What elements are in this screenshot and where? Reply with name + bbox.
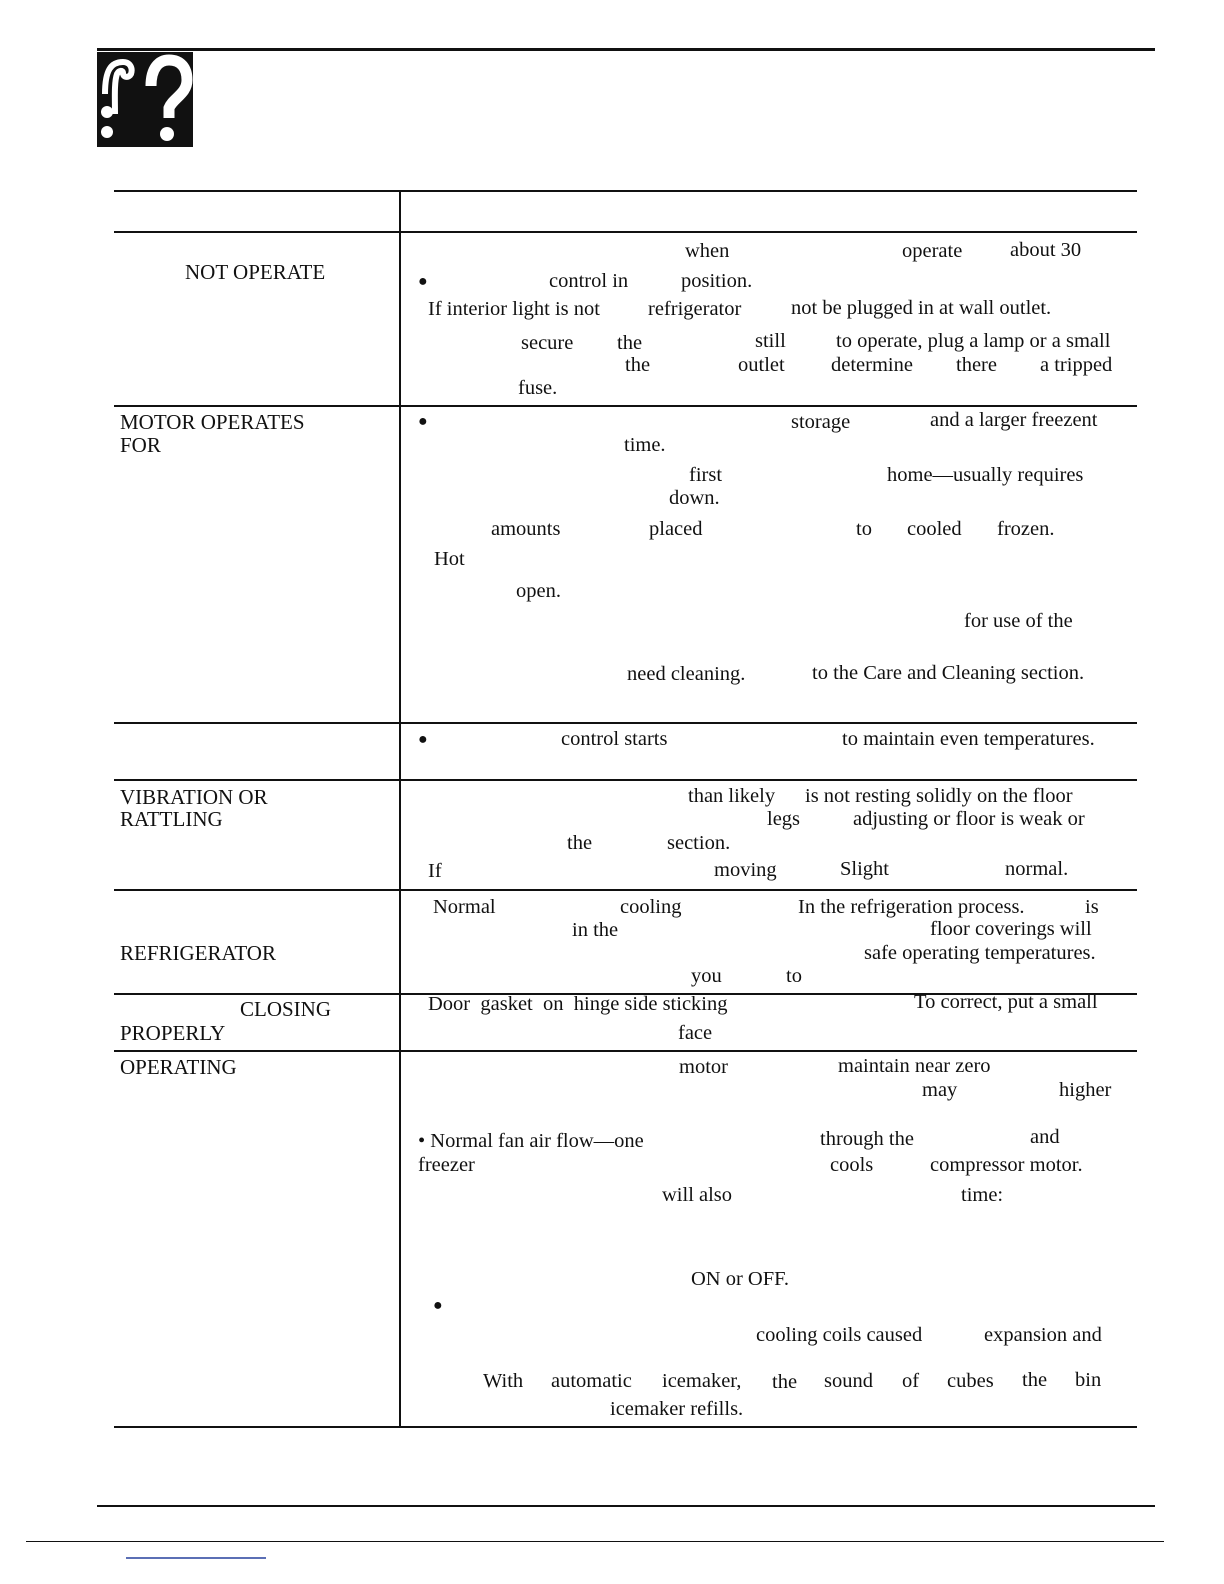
solution-text: cooling coils caused: [756, 1324, 923, 1346]
solution-text: Slight: [840, 858, 889, 880]
solution-text: to operate, plug a lamp or a small: [836, 330, 1111, 352]
solution-text: compressor motor.: [930, 1154, 1083, 1176]
solution-text: to maintain even temperatures.: [842, 728, 1095, 750]
solution-text: To correct, put a small: [914, 991, 1098, 1013]
solution-text: Hot: [434, 548, 465, 570]
row-divider: [114, 889, 1137, 891]
solution-text: cools: [830, 1154, 874, 1176]
solution-text: automatic: [551, 1370, 632, 1392]
solution-text: cooling: [620, 896, 682, 918]
solution-text: first: [689, 464, 723, 486]
solution-text: position.: [681, 270, 753, 292]
solution-text: to the Care and Cleaning section.: [812, 662, 1085, 684]
solution-text: cubes: [947, 1370, 994, 1392]
solution-text: Normal: [433, 896, 496, 918]
solution-text: in the: [572, 919, 619, 941]
row-divider: [114, 405, 1137, 407]
solution-text: may: [922, 1079, 958, 1101]
solution-text: will also: [662, 1184, 733, 1206]
solution-text: bin: [1075, 1369, 1102, 1391]
solution-text: If: [428, 860, 442, 882]
solution-text: Door gasket on hinge side sticking: [428, 993, 728, 1015]
bullet-icon: ●: [418, 273, 428, 290]
problem-label: VIBRATION OR: [120, 785, 268, 809]
solution-text: If interior light is not: [428, 298, 600, 320]
solution-text: still: [755, 330, 786, 352]
solution-text: In the refrigeration process.: [798, 896, 1025, 918]
solution-text: time.: [624, 434, 666, 456]
solution-text: the: [567, 832, 593, 854]
solution-text: secure: [521, 332, 574, 354]
bullet-icon: ●: [418, 731, 428, 748]
solution-text: refrigerator: [648, 298, 742, 320]
solution-text: • Normal fan air flow—one: [418, 1130, 644, 1152]
solution-text: ON or OFF.: [691, 1268, 790, 1290]
solution-text: of: [902, 1370, 920, 1392]
solution-text: about 30: [1010, 239, 1082, 261]
solution-text: adjusting or floor is weak or: [853, 808, 1085, 830]
solution-text: control in: [549, 270, 629, 292]
problem-label: FOR: [120, 433, 161, 457]
row-divider: [114, 1050, 1137, 1052]
troubleshooting-question-icon: [97, 52, 193, 147]
solution-text: the: [617, 332, 643, 354]
solution-text: icemaker refills.: [610, 1398, 744, 1420]
problem-label: REFRIGERATOR: [120, 941, 276, 965]
solution-text: normal.: [1005, 858, 1069, 880]
solution-text: floor coverings will: [930, 918, 1092, 940]
solution-text: is not resting solidly on the floor: [805, 785, 1073, 807]
table-bottom-rule: [114, 1426, 1137, 1428]
footer-link-line: [126, 1557, 266, 1559]
solution-text: legs: [767, 808, 801, 830]
solution-text: need cleaning.: [627, 663, 746, 685]
solution-text: storage: [791, 411, 851, 433]
solution-text: through the: [820, 1128, 914, 1150]
solution-text: motor: [679, 1056, 728, 1078]
question-mark-icon: [97, 52, 193, 147]
solution-text: fuse.: [518, 377, 558, 399]
solution-text: face: [678, 1022, 713, 1044]
problem-label: RATTLING: [120, 807, 223, 831]
solution-text: time:: [961, 1184, 1004, 1206]
solution-text: maintain near zero: [838, 1055, 991, 1077]
header-bottom-rule: [114, 231, 1137, 233]
solution-text: determine: [831, 354, 913, 376]
solution-text: amounts: [491, 518, 561, 540]
column-divider: [399, 191, 401, 1428]
solution-text: open.: [516, 580, 561, 602]
solution-text: to: [786, 965, 802, 987]
solution-text: the: [772, 1371, 798, 1393]
solution-text: safe operating temperatures.: [864, 942, 1096, 964]
solution-text: and a larger freezent: [930, 409, 1098, 431]
problem-label: PROPERLY: [120, 1021, 226, 1045]
solution-text: sound: [824, 1370, 873, 1392]
solution-text: expansion and: [984, 1324, 1102, 1346]
row-divider: [114, 722, 1137, 724]
header-rule: [97, 48, 1155, 51]
bullet-icon: ●: [433, 1297, 443, 1314]
solution-text: moving: [714, 859, 777, 881]
solution-text: you: [691, 965, 722, 987]
solution-text: a tripped: [1040, 354, 1113, 376]
solution-text: operate: [902, 240, 963, 262]
solution-text: is: [1085, 896, 1099, 918]
solution-text: to: [856, 518, 872, 540]
solution-text: when: [685, 240, 730, 262]
solution-text: section.: [667, 832, 731, 854]
solution-text: there: [956, 354, 997, 376]
problem-label: OPERATING: [120, 1055, 237, 1079]
problem-label: MOTOR OPERATES: [120, 410, 305, 434]
table-top-rule: [114, 190, 1137, 192]
solution-text: not be plugged in at wall outlet.: [791, 297, 1052, 319]
solution-text: higher: [1059, 1079, 1112, 1101]
solution-text: control starts: [561, 728, 668, 750]
solution-text: With: [483, 1370, 524, 1392]
solution-text: and: [1030, 1126, 1060, 1148]
solution-text: freezer: [418, 1154, 475, 1176]
solution-text: for use of the: [964, 610, 1073, 632]
problem-label: CLOSING: [240, 997, 332, 1021]
solution-text: frozen.: [997, 518, 1055, 540]
footer-rule: [97, 1505, 1155, 1507]
solution-text: the: [1022, 1369, 1048, 1391]
solution-text: the: [625, 354, 651, 376]
problem-label: NOT OPERATE: [185, 260, 326, 284]
solution-text: down.: [669, 487, 720, 509]
solution-text: than likely: [688, 785, 776, 807]
solution-text: outlet: [738, 354, 785, 376]
bullet-icon: ●: [418, 413, 428, 430]
solution-text: placed: [649, 518, 703, 540]
solution-text: cooled: [907, 518, 962, 540]
row-divider: [114, 779, 1137, 781]
solution-text: icemaker,: [662, 1370, 742, 1392]
page-bottom-rule: [26, 1541, 1164, 1542]
solution-text: home—usually requires: [887, 464, 1084, 486]
